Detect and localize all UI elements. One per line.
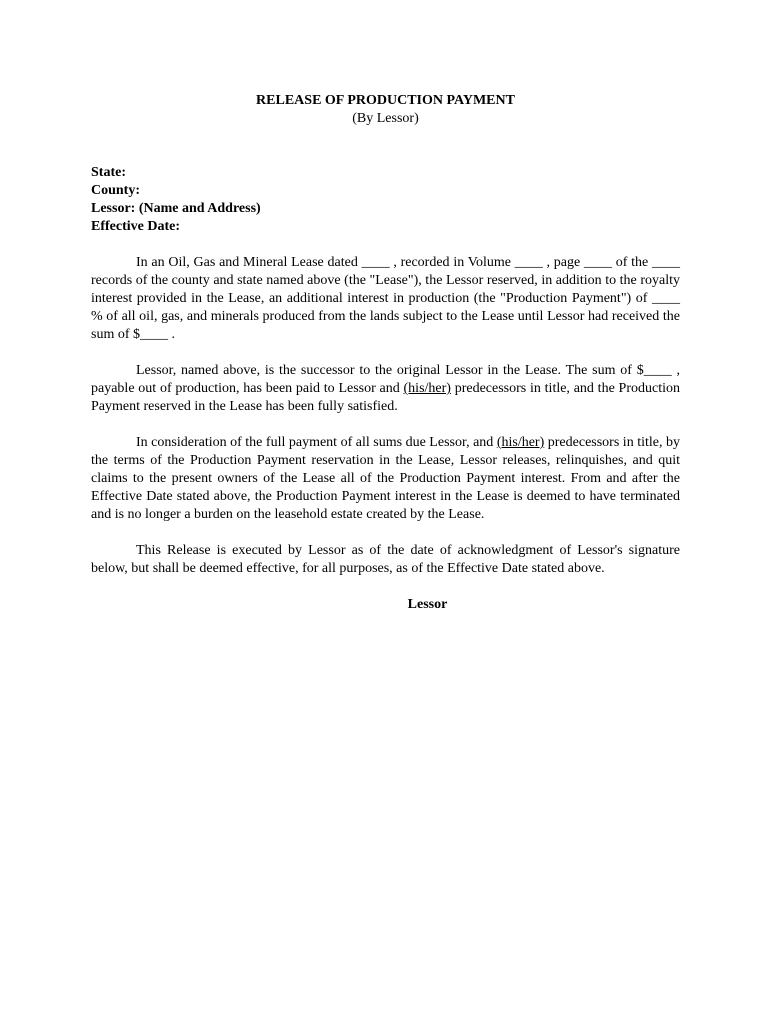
paragraph-successor-text-a: Lessor, named above, is the successor to the original Lessor in the Lease. The sum of $____ , payable out of production, has been paid to Lessor and xyxy=(91,363,680,396)
document-body xyxy=(91,254,680,578)
title-block xyxy=(91,92,680,128)
paragraph-execution: This Release is executed by Lessor as of the date of acknowledgment of Lessor's signature below, but shall be deemed effective, for all purposes, as of the Effective Date stated above. xyxy=(91,543,680,576)
field-county: County: xyxy=(91,183,141,198)
paragraph-release-text-a: In consideration of the full payment of all sums due Lessor, and xyxy=(136,435,497,450)
his-her-placeholder: (his/her) xyxy=(496,435,545,450)
paragraph-release xyxy=(91,434,680,524)
paragraph-release-text-b: predecessors in title, by the terms of the Production Payment reservation in the Lease, Lessor releases, relinquishes, and quit claims to the present owners of the Lease all of the Production Payment interest. From and after the Effective Date stated above, the Production Payment interest in the Lease is deemed to have terminated and is no longer a burden on the leasehold estate created by the Lease. xyxy=(91,435,680,522)
document-subtitle: (By Lessor) xyxy=(352,111,419,126)
field-lessor: Lessor: (Name and Address) xyxy=(91,201,261,216)
paragraph-successor-text-b: predecessors in title, and the Production Payment reserved in the Lease has been fully satisfied. xyxy=(91,381,680,414)
header-fields xyxy=(91,164,680,236)
paragraph-successor xyxy=(91,362,680,416)
document-page xyxy=(91,92,680,614)
paragraph-lease-terms: In an Oil, Gas and Mineral Lease dated ____ , recorded in Volume ____ , page ____ of the ____ records of the county and state named above (the "Lease"), the Lessor reserved, in addition to the royalty interest provided in the Lease, an additional interest in production (the "Production Payment") of ____ % of all oil, gas, and minerals produced from the lands subject to the Lease until Lessor had received the sum of $____ . xyxy=(91,255,680,342)
signature-label: Lessor xyxy=(407,597,448,612)
field-effective-date: Effective Date: xyxy=(91,219,181,234)
his-her-placeholder: (his/her) xyxy=(403,381,451,396)
document-title: RELEASE OF PRODUCTION PAYMENT xyxy=(256,93,515,108)
field-state: State: xyxy=(91,165,126,180)
